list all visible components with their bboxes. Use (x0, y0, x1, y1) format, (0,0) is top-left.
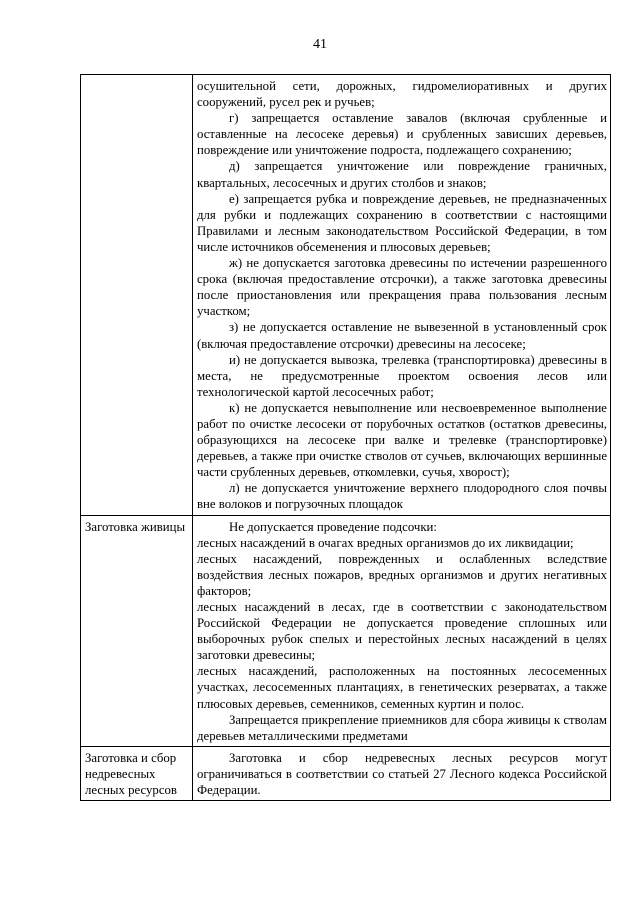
requirement-paragraph: Заготовка и сбор недревесных лесных ресурсов могут ограничиваться в соответствии со статьей 27 Лесного кодекса Российской Федерации. (197, 750, 607, 798)
requirement-paragraph: лесных насаждений в очагах вредных организмов до их ликвидации; (197, 535, 574, 550)
table-row (81, 75, 611, 516)
row-requirements-cell (193, 515, 611, 746)
requirement-paragraph: е) запрещается рубка и повреждение деревьев, не предназначенных для рубки и подлежащих сохранению в соответствии с настоящими Правилами и лесным законодательством Российской Федерации, в том числе источников обсеменения и плюсовых деревьев; (197, 191, 607, 254)
requirement-paragraph: л) не допускается уничтожение верхнего плодородного слоя почвы вне волоков и погрузочных площадок (197, 481, 607, 512)
table-row (81, 746, 611, 800)
table-row (81, 515, 611, 746)
row-category-label: Заготовка живицы (81, 515, 193, 746)
requirement-paragraph: лесных насаждений, поврежденных и ослабленных вследствие воздействия лесных пожаров, вредных организмов и других негативных факторов; (197, 551, 607, 598)
table-body (81, 75, 611, 801)
requirement-paragraph: и) не допускается вывозка, трелевка (транспортировка) древесины в места, не предусмотренные проектом освоения лесов или технологической картой лесосечных работ; (197, 352, 607, 399)
requirement-paragraph: з) не допускается оставление не вывезенной в установленный срок (включая предоставление отсрочки) древесины на лесосеке; (197, 320, 607, 351)
page-number: 41 (313, 37, 327, 52)
requirement-paragraph: осушительной сети, дорожных, гидромелиоративных и других сооружений, русел рек и ручьев; (197, 79, 607, 110)
requirement-paragraph: лесных насаждений в лесах, где в соответствии с законодательством Российской Федерации не допускается проведение сплошных или выборочных рубок спелых и перестойных лесных насаждений в целях заготовки древесины; (197, 600, 607, 663)
requirement-paragraph: ж) не допускается заготовка древесины по истечении разрешенного срока (включая предоставление отсрочки), а также заготовка древесины после приостановления или прекращения права пользования лесным участком; (197, 256, 607, 319)
requirement-paragraph: г) запрещается оставление завалов (включая срубленные и оставленные на лесосеке деревья) и срубленных зависших деревьев, повреждение или уничтожение подроста, подлежащего сохранению; (197, 111, 607, 158)
regulation-table (80, 74, 611, 801)
requirement-paragraph: Не допускается проведение подсочки: (229, 519, 437, 534)
requirement-paragraph: лесных насаждений, расположенных на постоянных лесосеменных участках, лесосеменных плантациях, в генетических резерватах, а также плюсовых деревьев, семенников, семенных куртин и полос. (197, 664, 607, 711)
row-category-label (81, 75, 193, 516)
requirement-paragraph: Запрещается прикрепление приемников для сбора живицы к стволам деревьев металлическими предметами (197, 712, 607, 743)
row-requirements-cell (193, 746, 611, 800)
requirement-paragraph: д) запрещается уничтожение или повреждение граничных, квартальных, лесосечных и других столбов и знаков; (197, 159, 607, 190)
row-requirements-cell (193, 75, 611, 516)
row-category-label: Заготовка и сбор недревесных лесных ресурсов (81, 746, 193, 800)
requirement-paragraph: к) не допускается невыполнение или несвоевременное выполнение работ по очистке лесосеки от порубочных остатков (остатков древесины, образующихся на лесосеке при валке и трелевке (транспортировке) деревьев, а также при очистке стволов от сучьев, включающих вершинные части срубленных деревьев, откомлевки, сучья, хворост); (197, 400, 607, 480)
